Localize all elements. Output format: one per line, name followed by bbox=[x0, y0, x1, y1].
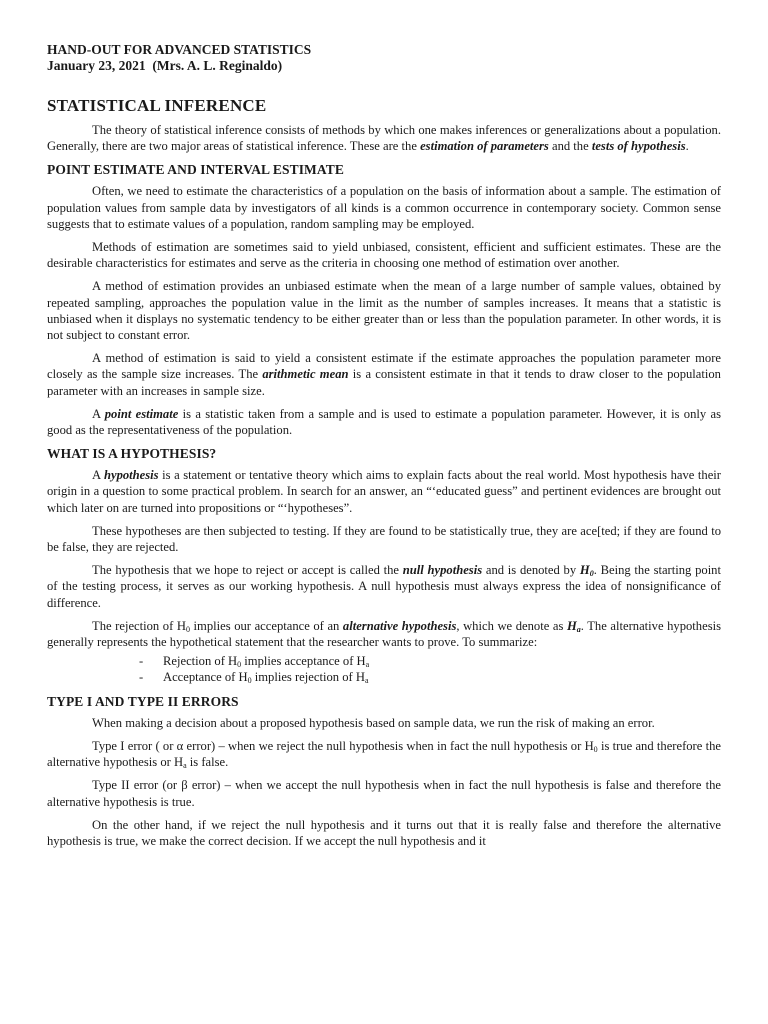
list-item: - Rejection of $H_0$ implies acceptance of $H_a$ bbox=[139, 654, 370, 670]
section-heading-errors: TYPE I AND TYPE II ERRORS bbox=[47, 693, 239, 709]
hypothesis-paragraph-2: These hypotheses are then subjected to testing. If they are found to be statistically true, they are ace[ted; if they are found to be false, they are rejected. bbox=[47, 523, 721, 555]
intro-paragraph: The theory of statistical inference consists of methods by which one makes inferences or generalizations about a population. Generally, there are two major areas of statistical inference. These are the estimation of parameters and the tests of hypothesis. bbox=[47, 123, 721, 154]
symbol-h0: $H_0$ bbox=[579, 563, 594, 579]
summary-list bbox=[47, 653, 721, 685]
term-estimation-of-parameters: estimation of parameters bbox=[420, 139, 549, 154]
errors-paragraph-type-1: Type I error ( or α error) – when we reject the null hypothesis when in fact the null hypothesis or $H_0$ is true and therefore the alternative hypothesis or $H_a$ is false. bbox=[47, 738, 721, 771]
handout-title: HAND-OUT FOR ADVANCED STATISTICS bbox=[47, 42, 312, 57]
errors-paragraph-1: When making a decision about a proposed hypothesis based on sample data, we run the risk of making an error. bbox=[92, 715, 655, 730]
errors-paragraph-4: On the other hand, if we reject the null hypothesis and it turns out that it is really false and therefore the alternative hypothesis is true, we make the correct decision. If we accept the null hypothesis and it bbox=[47, 817, 721, 848]
term-hypothesis: hypothesis bbox=[103, 468, 159, 483]
section-heading-hypothesis: WHAT IS A HYPOTHESIS? bbox=[47, 446, 217, 462]
errors-paragraph-type-2: Type II error (or β error) – when we accept the null hypothesis when in fact the null hypothesis is false and therefore the alternative hypothesis is true. bbox=[47, 778, 721, 809]
hypothesis-paragraph-3: The hypothesis that we hope to reject or accept is called the null hypothesis and is denoted by $H_0$. Being the starting point of the testing process, it serves as our working hypothesis. A null hypothesis must always express the idea of nonsignificance of difference. bbox=[47, 563, 721, 610]
term-alternative-hypothesis: alternative hypothesis bbox=[342, 618, 457, 633]
point-paragraph-2: Methods of estimation are sometimes said to yield unbiased, consistent, efficient and sufficient estimates. These are the desirable characteristics for estimates and serve as the criteria in choosing one method of estimation over another. bbox=[47, 240, 721, 271]
point-paragraph-4: A method of estimation is said to yield a consistent estimate if the estimate approaches the population parameter more closely as the sample size increases. The arithmetic mean is a consistent estimate in that it tends to draw closer to the population parameter with an increases in sample size. bbox=[47, 351, 721, 398]
document-content bbox=[47, 42, 721, 856]
handout-date-line bbox=[47, 58, 721, 74]
handout-date: January 23, 2021 bbox=[47, 58, 146, 73]
term-null-hypothesis: null hypothesis bbox=[402, 563, 483, 578]
term-tests-of-hypothesis: tests of hypothesis bbox=[591, 139, 686, 154]
hypothesis-paragraph-1: A hypothesis is a statement or tentative theory which aims to explain facts about the real world. Most hypothesis have their origin in a question to some practical problem. In search for an answer, an “‘educated guess” and pertinent evidences are brought out which later on are turned into propositions or “‘hypotheses”. bbox=[47, 468, 721, 515]
section-heading-point-estimate: POINT ESTIMATE AND INTERVAL ESTIMATE bbox=[47, 162, 344, 178]
point-paragraph-1: Often, we need to estimate the characteristics of a population on the basis of information about a sample. The estimation of population values from sample data by investigators of all kinds is a common occurrence in contemporary society. Common sense suggests that to estimate values of a population, random sampling may be employed. bbox=[47, 184, 721, 231]
term-arithmetic-mean: arithmetic mean bbox=[262, 367, 349, 382]
point-paragraph-5: A point estimate is a statistic taken from a sample and is used to estimate a population parameter. However, it is only as good as the representativeness of the population. bbox=[47, 406, 721, 438]
handout-author: (Mrs. A. L. Reginaldo) bbox=[152, 58, 283, 73]
symbol-ha: $H_a$ bbox=[566, 618, 581, 634]
hypothesis-paragraph-4: The rejection of $H_0$ implies our acceptance of an alternative hypothesis, which we denote as $H_a$. The alternative hypothesis generally represents the hypothetical statement that the researcher wants to prove. To summarize: bbox=[47, 618, 721, 650]
term-point-estimate: point estimate bbox=[104, 406, 179, 421]
page-title: STATISTICAL INFERENCE bbox=[47, 96, 267, 115]
point-paragraph-3: A method of estimation provides an unbiased estimate when the mean of a large number of sample values, obtained by repeated sampling, approaches the population value in the limit as the number of samples increases. It means that a statistic is unbiased when it displays no systematic tendency to be either greater than or less than the population parameter. In other words, it is not subject to constant error. bbox=[47, 279, 721, 343]
list-item: - Acceptance of $H_0$ implies rejection of $H_a$ bbox=[139, 670, 369, 686]
